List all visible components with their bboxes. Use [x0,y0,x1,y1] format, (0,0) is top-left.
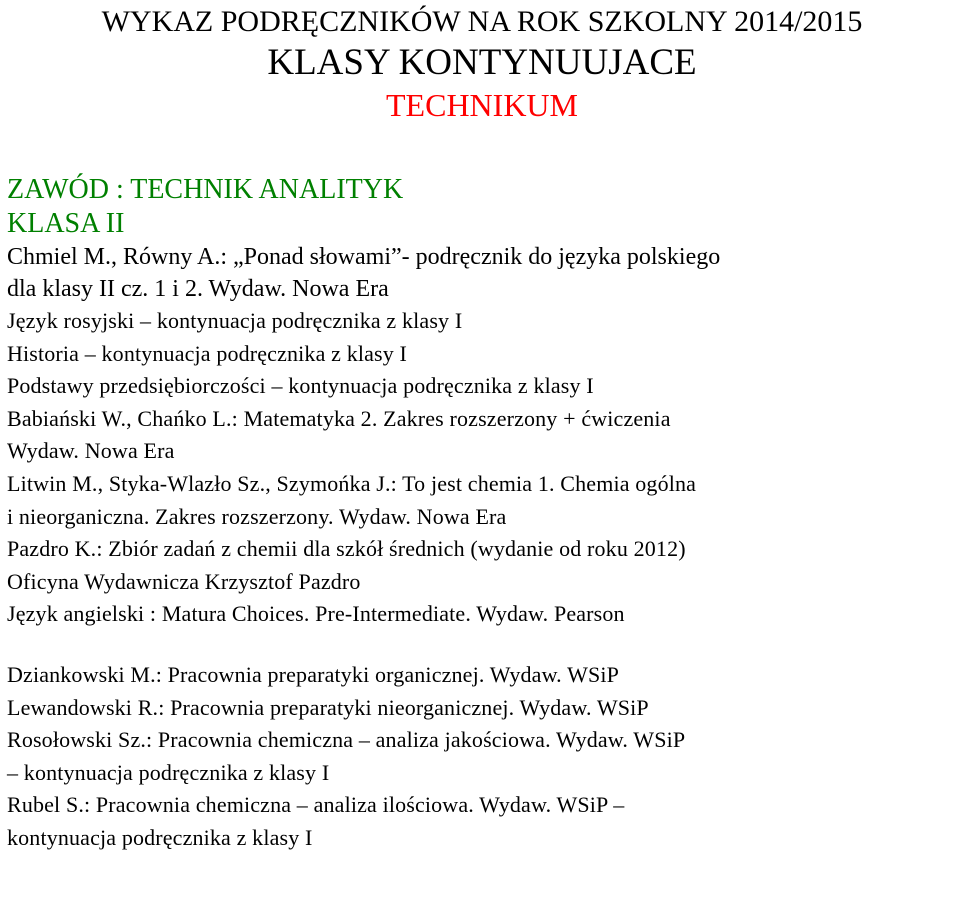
textbook-list [7,241,957,855]
list-item: Litwin M., Styka-Wlazło Sz., Szymońka J.: To jest chemia 1. Chemia ogólna [7,470,697,496]
list-item: Historia – kontynuacja podręcznika z klasy I [7,340,408,366]
list-item: dla klasy II cz. 1 i 2. Wydaw. Nowa Era [7,276,389,302]
list-item: Oficyna Wydawnicza Krzysztof Pazdro [7,568,361,594]
list-item: Pazdro K.: Zbiór zadań z chemii dla szkół średnich (wydanie od roku 2012) [7,536,686,562]
list-item: – kontynuacja podręcznika z klasy I [7,759,330,785]
list-item: Rosołowski Sz.: Pracownia chemiczna – analiza jakościowa. Wydaw. WSiP [7,727,686,753]
list-item: Lewandowski R.: Pracownia preparatyki nieorganicznej. Wydaw. WSiP [7,694,649,720]
list-item: Babiański W., Chańko L.: Matematyka 2. Zakres rozszerzony + ćwiczenia [7,405,671,431]
list-item: Chmiel M., Równy A.: „Ponad słowami”- podręcznik do języka polskiego [7,244,721,270]
list-item: Podstawy przedsiębiorczości – kontynuacja podręcznika z klasy I [7,373,594,399]
document-subtitle: KLASY KONTYNUUJACE [267,42,697,83]
list-item: Rubel S.: Pracownia chemiczna – analiza ilościowa. Wydaw. WSiP – [7,792,625,818]
list-item: Wydaw. Nowa Era [7,438,175,464]
list-item: kontynuacja podręcznika z klasy I [7,824,313,850]
document-title: WYKAZ PODRĘCZNIKÓW NA ROK SZKOLNY 2014/2015 [101,5,863,38]
list-item: i nieorganiczna. Zakres rozszerzony. Wydaw. Nowa Era [7,503,507,529]
list-item: Język rosyjski – kontynuacja podręcznika z klasy I [7,308,463,333]
school-type: TECHNIKUM [386,87,578,123]
profession-label: ZAWÓD : TECHNIK ANALITYK [7,174,404,205]
document-page [7,0,957,855]
list-item: Język angielski : Matura Choices. Pre-Intermediate. Wydaw. Pearson [7,601,625,627]
class-label: KLASA II [7,208,125,239]
document-header [7,3,957,125]
list-item: Dziankowski M.: Pracownia preparatyki organicznej. Wydaw. WSiP [7,661,620,687]
